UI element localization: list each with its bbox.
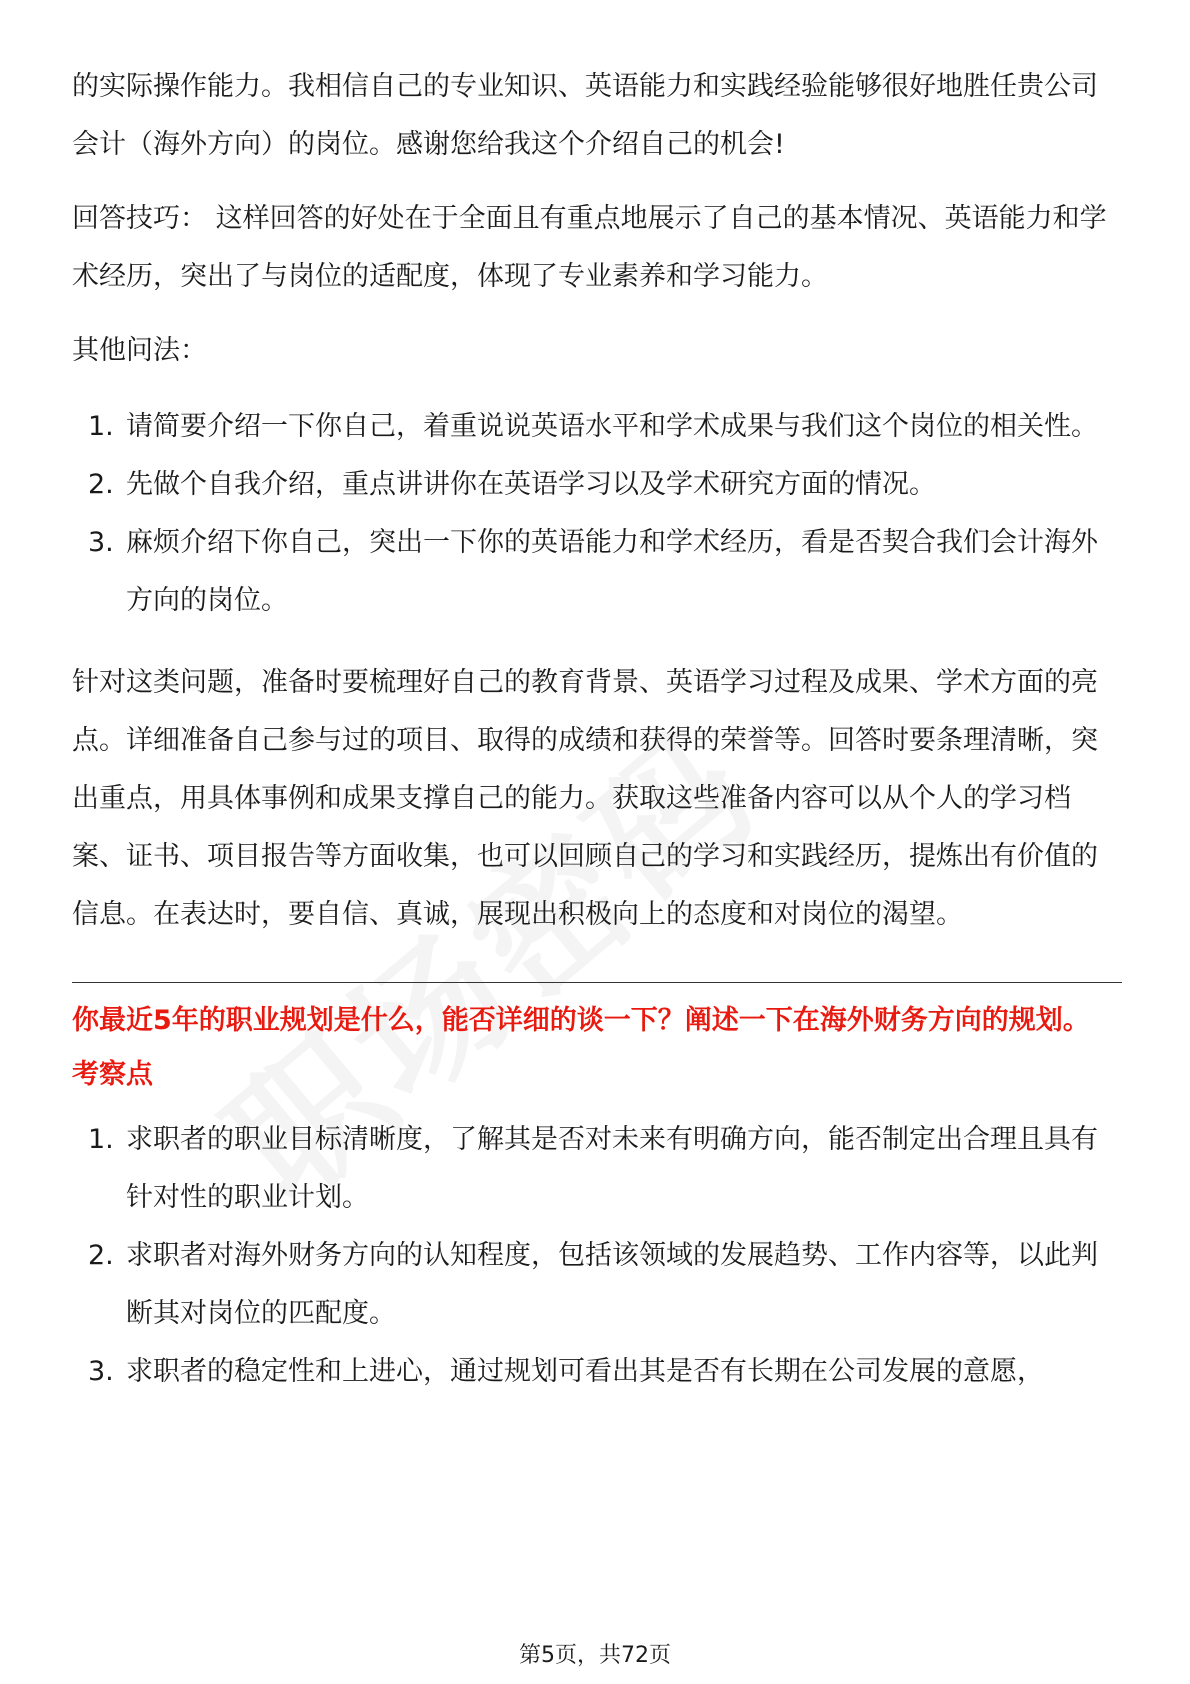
list-number: 3. xyxy=(88,1356,114,1387)
page-number-footer: 第5页，共72页 xyxy=(519,1643,671,1668)
list-item xyxy=(72,456,1122,514)
list-number: 2. xyxy=(88,469,114,500)
list-item-text: 请简要介绍一下你自己，着重说说英语水平和学术成果与我们这个岗位的相关性。 xyxy=(126,411,1098,442)
list-item xyxy=(72,1111,1122,1227)
list-number: 1. xyxy=(88,411,114,442)
assessment-points-heading: 考察点 xyxy=(72,1059,153,1090)
list-number: 1. xyxy=(88,1124,114,1155)
preparation-advice-paragraph: 针对这类问题，准备时要梳理好自己的教育背景、英语学习过程及成果、学术方面的亮点。详细准备自己参与过的项目、取得的成绩和获得的荣誉等。回答时要条理清晰，突出重点，用具体事例和成果支撑自己的能力。获取这些准备内容可以从个人的学习档案、证书、项目报告等方面收集，也可以回顾自己的学习和实践经历，提炼出有价值的信息。在表达时，要自信、真诚，展现出积极向上的态度和对岗位的渴望。 xyxy=(72,667,1098,930)
question-title: 你最近5年的职业规划是什么，能否详细的谈一下？阐述一下在海外财务方向的规划。 xyxy=(72,1005,1090,1036)
list-item-text: 麻烦介绍下你自己，突出一下你的英语能力和学术经历，看是否契合我们会计海外方向的岗位。 xyxy=(126,527,1098,616)
list-item xyxy=(72,398,1122,456)
other-questions-list xyxy=(72,398,1122,630)
list-number: 3. xyxy=(88,527,114,558)
other-questions-heading: 其他问法： xyxy=(72,335,207,366)
list-item xyxy=(72,514,1122,630)
document-page xyxy=(72,58,1122,1401)
list-item-text: 求职者的职业目标清晰度，了解其是否对未来有明确方向，能否制定出合理且具有针对性的职业计划。 xyxy=(126,1124,1098,1213)
list-number: 2. xyxy=(88,1240,114,1271)
list-item xyxy=(72,1227,1122,1343)
assessment-points-list xyxy=(72,1111,1122,1401)
list-item-text: 求职者对海外财务方向的认知程度，包括该领域的发展趋势、工作内容等，以此判断其对岗位的匹配度。 xyxy=(126,1240,1098,1329)
intro-closing-paragraph: 的实际操作能力。我相信自己的专业知识、英语能力和实践经验能够很好地胜任贵公司会计（海外方向）的岗位。感谢您给我这个介绍自己的机会! xyxy=(72,71,1098,160)
list-item-text: 求职者的稳定性和上进心，通过规划可看出其是否有长期在公司发展的意愿， xyxy=(126,1356,1044,1387)
list-item-text: 先做个自我介绍，重点讲讲你在英语学习以及学术研究方面的情况。 xyxy=(126,469,936,500)
answer-tip-paragraph: 回答技巧： 这样回答的好处在于全面且有重点地展示了自己的基本情况、英语能力和学术经历，突出了与岗位的适配度，体现了专业素养和学习能力。 xyxy=(72,203,1107,292)
section-divider xyxy=(72,982,1122,983)
list-item xyxy=(72,1343,1122,1401)
